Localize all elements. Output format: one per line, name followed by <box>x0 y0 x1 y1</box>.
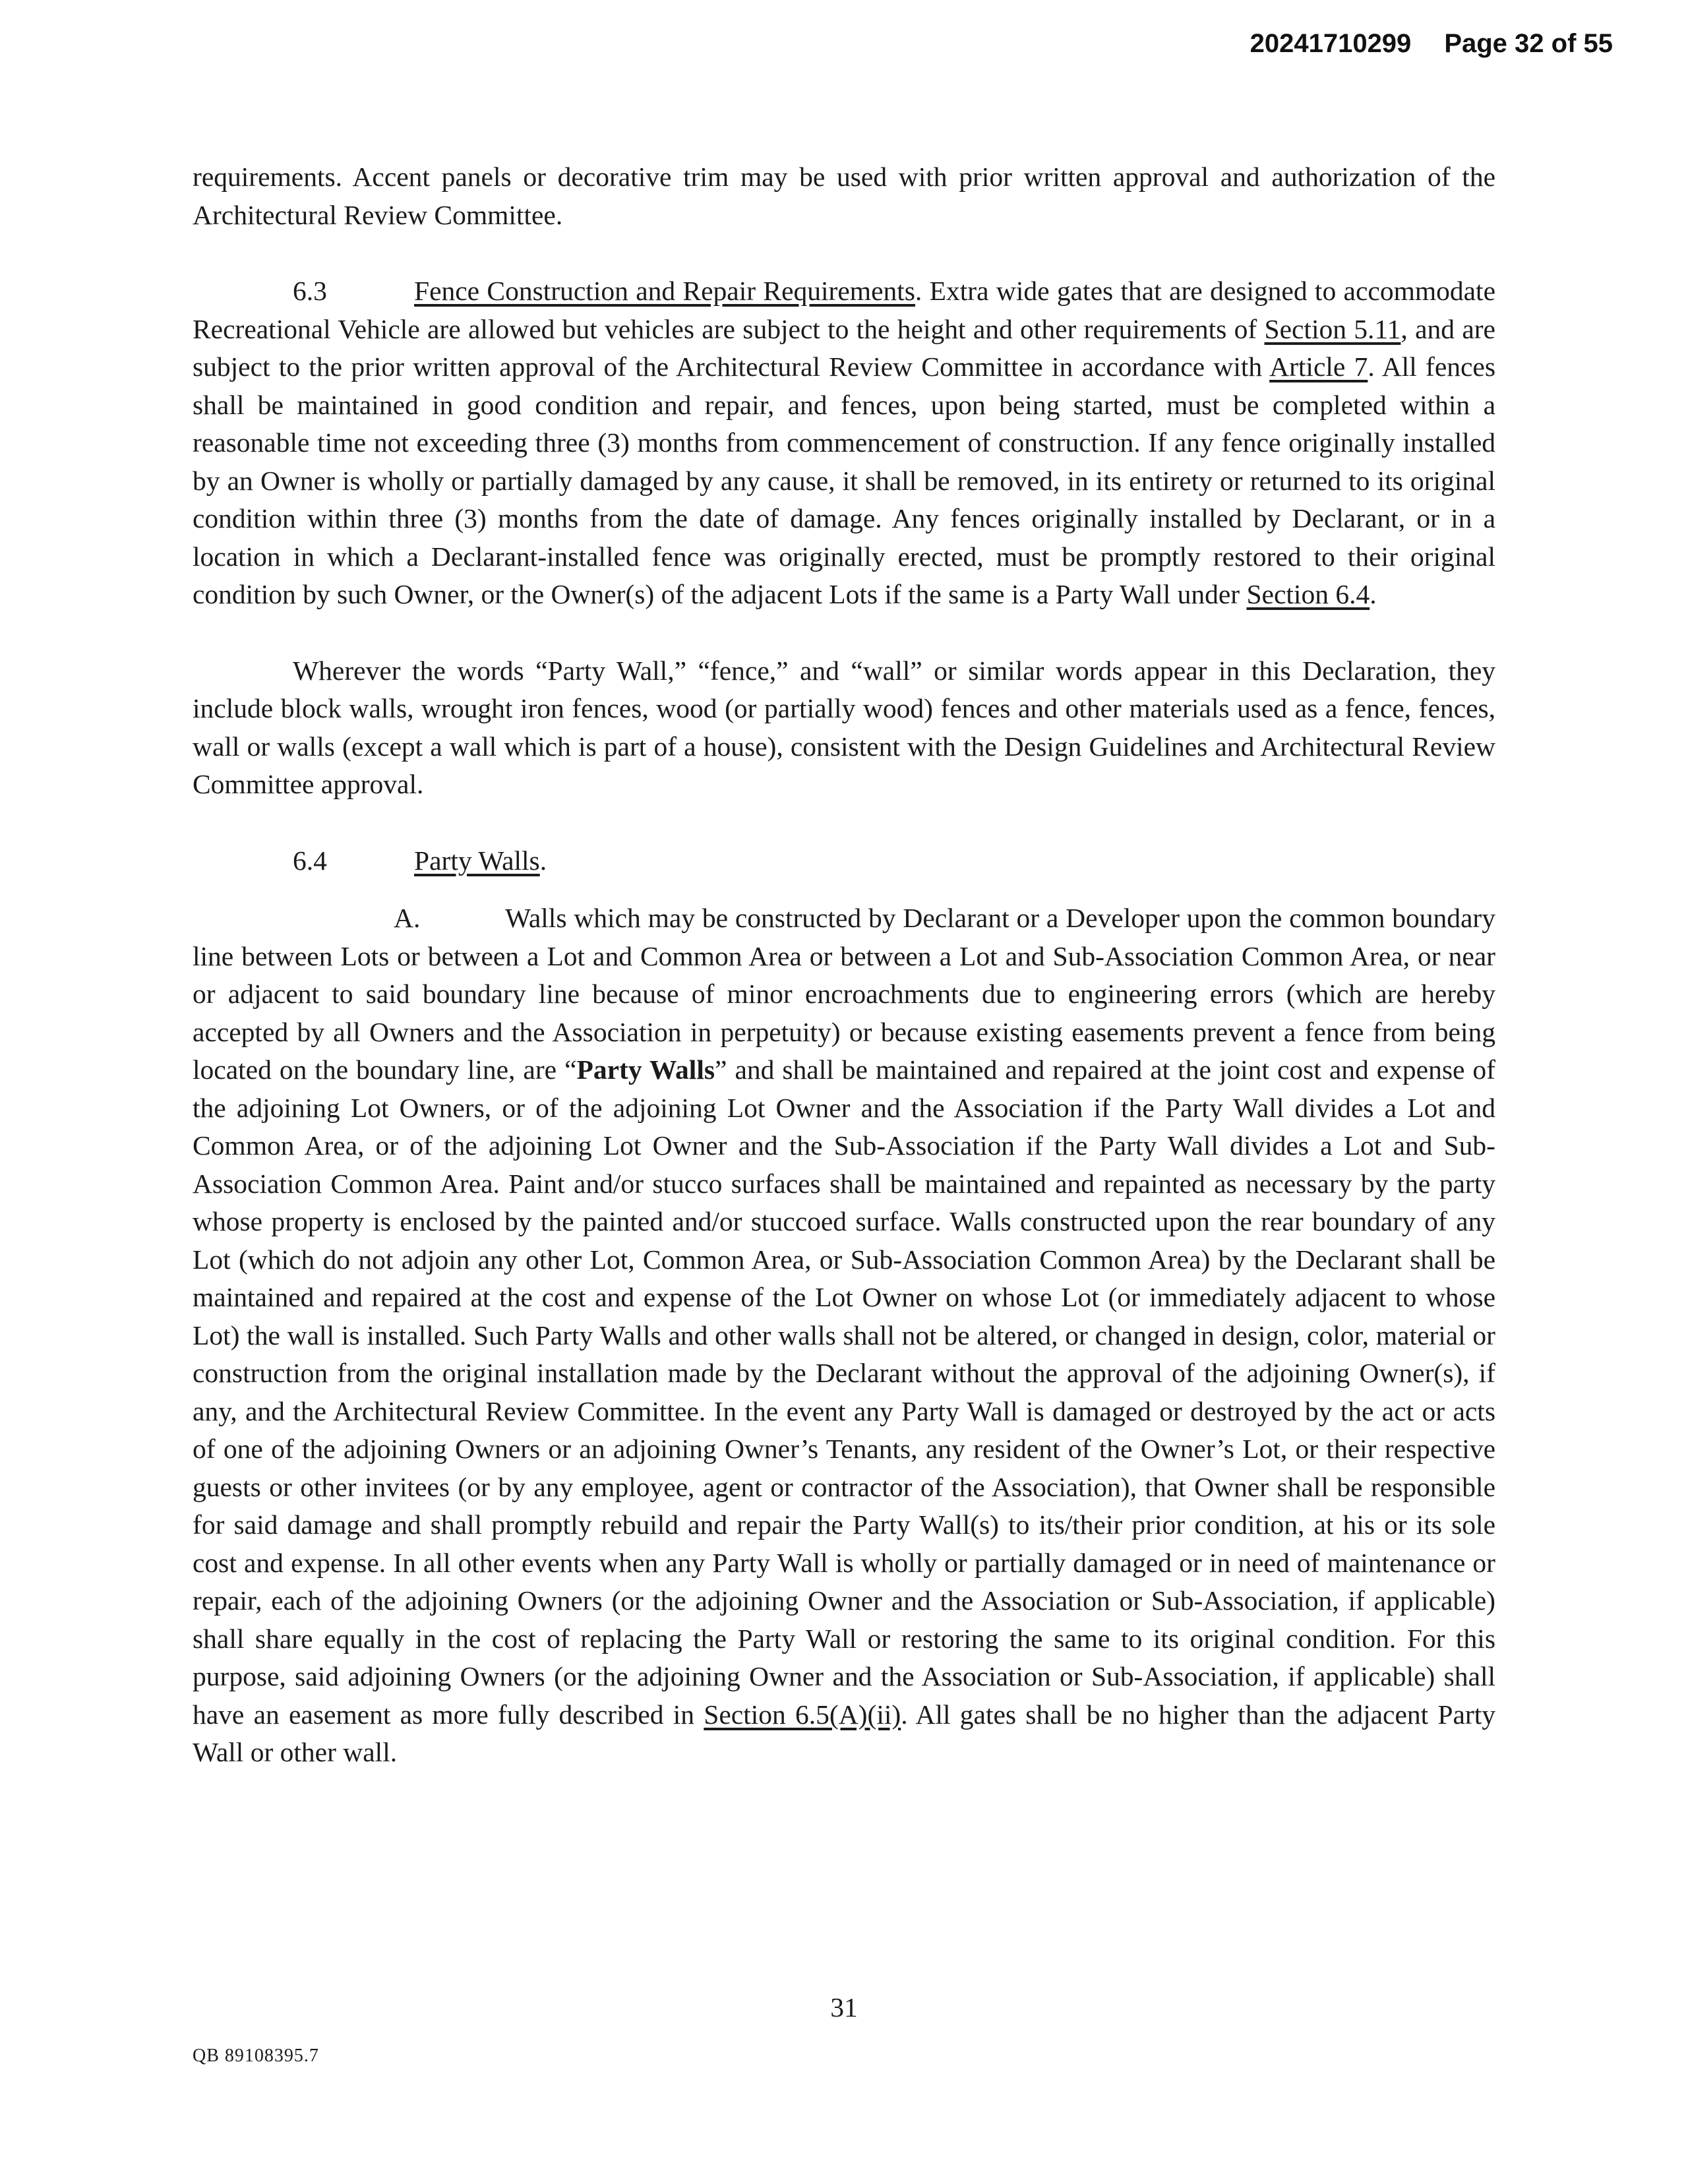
document-id: QB 89108395.7 <box>193 2046 319 2066</box>
paragraph-definitions: Wherever the words “Party Wall,” “fence,” and “wall” or similar words appear in this Declaration, they include block walls, wrought iron fences, wood (or partially wood) fences and other materials used as a fence, fences, wall or walls (except a wall which is part of a house), consistent with the Design Guidelines and Architectural Review Committee approval. <box>193 655 1495 799</box>
page-number: 31 <box>830 1992 858 2022</box>
page-header <box>1250 29 1613 59</box>
paragraph-continuation: requirements. Accent panels or decorative trim may be used with prior written approval and authorization of the Architectural Review Committee. <box>193 162 1495 230</box>
section-6-4-heading <box>193 842 1495 880</box>
section-title: Fence Construction and Repair Requirements <box>414 276 915 306</box>
document-body <box>193 158 1495 1772</box>
section-text: . Extra wide gates that are designed to accommodate Recreational Vehicle are allowed but vehicles are subject to the height and other requirements of <box>193 276 1495 344</box>
section-text: . <box>1370 579 1377 609</box>
subsection-6-4-a <box>193 899 1495 1772</box>
section-number: 6.4 <box>293 845 327 876</box>
section-text: , and are subject to the prior written approval of the Architectural Review Committee in accordance with <box>193 313 1495 382</box>
article-reference: Article 7 <box>1269 351 1368 382</box>
section-6-3 <box>193 272 1495 614</box>
section-title: Party Walls <box>414 845 540 876</box>
section-text: . All fences shall be maintained in good condition and repair, and fences, upon being started, must be completed within a reasonable time not exceeding three (3) months from commencement of construction. If any fence originally installed by an Owner is wholly or partially damaged by any cause, it shall be removed, in its entirety or returned to its original condition within three (3) months from the date of damage. Any fences originally installed by Declarant, or in a location in which a Declarant-installed fence was originally erected, must be promptly restored to their original condition by such Owner, or the Owner(s) of the adjacent Lots if the same is a Party Wall under <box>193 351 1495 609</box>
section-number: 6.3 <box>293 276 327 306</box>
section-text: . <box>539 845 547 876</box>
subsection-text: Walls which may be constructed by Declarant or a Developer upon the common boundary line between Lots or between a Lot and Common Area or between a Lot and Sub-Association Common Area, or near or adjacent to said boundary line because of minor encroachments due to engineering errors (which are hereby accepted by all Owners and the Association in perpetuity) or because existing easements prevent a fence from being located on the boundary line, are “ <box>193 903 1495 1085</box>
defined-term: Party Walls <box>576 1054 715 1085</box>
section-reference: Section 6.4 <box>1246 579 1370 609</box>
section-reference: Section 5.11 <box>1264 313 1401 344</box>
page-count-label: Page 32 of 55 <box>1444 29 1613 58</box>
recording-number: 20241710299 <box>1250 29 1412 58</box>
subsection-text: ” and shall be maintained and repaired at the joint cost and expense of the adjoining Lot Owners, or of the adjoining Lot Owner and the Association if the Party Wall divides a Lot and Common Area, or of the adjoining Lot Owner and the Sub-Association if the Party Wall divides a Lot and Sub-Association Common Area. Paint and/or stucco surfaces shall be maintained and repainted as necessary by the party whose property is enclosed by the painted and/or stuccoed surface. Walls constructed upon the rear boundary of any Lot (which do not adjoin any other Lot, Common Area, or Sub-Association Common Area) by the Declarant shall be maintained and repaired at the cost and expense of the Lot Owner on whose Lot (or immediately adjacent to whose Lot) the wall is installed. Such Party Walls and other walls shall not be altered, or changed in design, color, material or construction from the original installation made by the Declarant without the approval of the adjoining Owner(s), if any, and the Architectural Review Committee. In the event any Party Wall is damaged or destroyed by the act or acts of one of the adjoining Owners or an adjoining Owner’s Tenants, any resident of the Owner’s Lot, or their respective guests or other invitees (or by any employee, agent or contractor of the Association), that Owner shall be responsible for said damage and shall promptly rebuild and repair the Party Wall(s) to its/their prior condition, at his or its sole cost and expense. In all other events when any Party Wall is wholly or partially damaged or in need of maintenance or repair, each of the adjoining Owners (or the adjoining Owner and the Association or Sub-Association, if applicable) shall share equally in the cost of replacing the Party Wall or restoring the same to its original condition. For this purpose, said adjoining Owners (or the adjoining Owner and the Association or Sub-Association, if applicable) shall have an easement as more fully described in <box>193 1054 1495 1730</box>
subsection-text: . All gates shall be no higher than the adjacent Party Wall or other wall. <box>193 1699 1495 1767</box>
subsection-letter: A. <box>394 903 421 933</box>
section-reference: Section 6.5(A)(ii) <box>704 1699 901 1730</box>
